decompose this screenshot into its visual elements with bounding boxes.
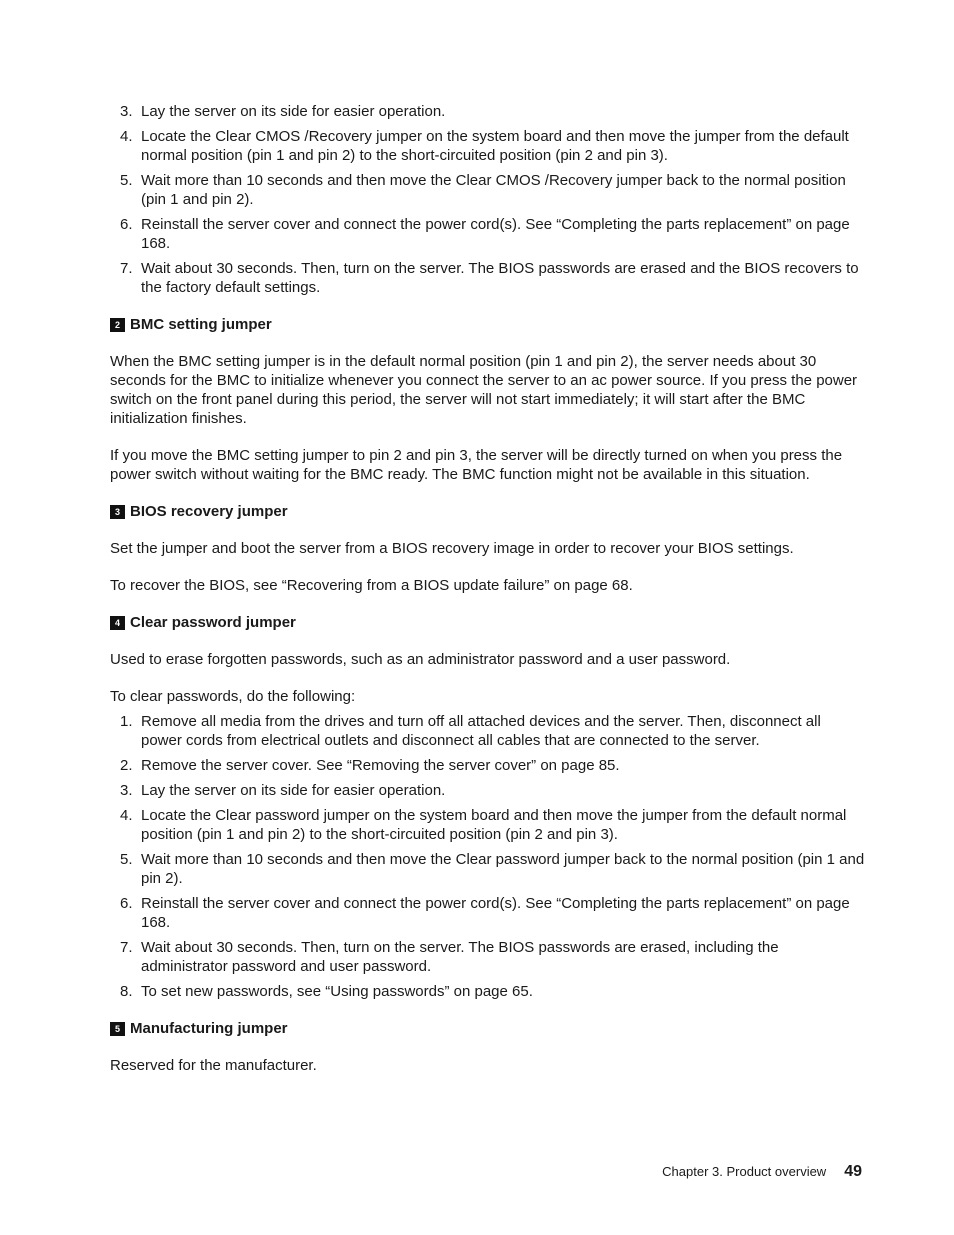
step-text: Wait about 30 seconds. Then, turn on the server. The BIOS passwords are erased and the BIOS recovers to the factory default settings. [141, 260, 859, 296]
step-text: To set new passwords, see “Using passwords” on page 65. [141, 983, 533, 1000]
step-number: 6. [120, 895, 133, 912]
steps-list-clear-password [110, 712, 865, 1001]
step-number: 5. [120, 851, 133, 868]
step-text: Wait about 30 seconds. Then, turn on the server. The BIOS passwords are erased, including the administrator password and user password. [141, 939, 779, 975]
step-text: Locate the Clear password jumper on the system board and then move the jumper from the default normal position (pin 1 and pin 2) to the short-circuited position (pin 2 and pin 3). [141, 807, 847, 843]
paragraph: If you move the BMC setting jumper to pin 2 and pin 3, the server will be directly turned on when you press the power switch without waiting for the BMC ready. The BMC function might not be available in this situation. [110, 447, 843, 483]
section-title: Manufacturing jumper [130, 1020, 288, 1037]
page-footer [662, 1162, 862, 1181]
list-item [110, 171, 865, 209]
paragraph: Set the jumper and boot the server from a BIOS recovery image in order to recover your BIOS settings. [110, 540, 794, 557]
step-number: 3. [120, 103, 133, 120]
step-text: Reinstall the server cover and connect the power cord(s). See “Completing the parts replacement” on page 168. [141, 895, 850, 931]
list-item [110, 259, 865, 297]
step-number: 8. [120, 983, 133, 1000]
callout-badge: 5 [110, 1022, 125, 1036]
list-item [110, 982, 865, 1001]
step-text: Remove all media from the drives and turn off all attached devices and the server. Then, disconnect all power cords from electrical outlets and disconnect all cables that are connected to the server. [141, 713, 821, 749]
steps-list-clear-cmos [110, 102, 865, 297]
step-number: 7. [120, 939, 133, 956]
step-number: 4. [120, 807, 133, 824]
list-item [110, 756, 865, 775]
section-title: BMC setting jumper [130, 316, 272, 333]
callout-badge: 4 [110, 616, 125, 630]
step-number: 4. [120, 128, 133, 145]
step-number: 7. [120, 260, 133, 277]
section-heading-bmc [110, 315, 865, 334]
list-item [110, 806, 865, 844]
step-number: 5. [120, 172, 133, 189]
step-number: 6. [120, 216, 133, 233]
footer-chapter: Chapter 3. Product overview [662, 1164, 827, 1179]
step-text: Locate the Clear CMOS /Recovery jumper on the system board and then move the jumper from the default normal position (pin 1 and pin 2) to the short-circuited position (pin 2 and pin 3). [141, 128, 849, 164]
step-text: Wait more than 10 seconds and then move the Clear CMOS /Recovery jumper back to the normal position (pin 1 and pin 2). [141, 172, 846, 208]
paragraph: Reserved for the manufacturer. [110, 1057, 317, 1074]
callout-badge: 3 [110, 505, 125, 519]
paragraph: When the BMC setting jumper is in the default normal position (pin 1 and pin 2), the server needs about 30 seconds for the BMC to initialize whenever you connect the server to an ac power source. If you press the power switch on the front panel during this period, the server will not start immediately; it will start after the BMC initialization finishes. [110, 353, 858, 427]
section-heading-clear-password [110, 613, 865, 632]
step-text: Reinstall the server cover and connect the power cord(s). See “Completing the parts replacement” on page 168. [141, 216, 850, 252]
step-text: Lay the server on its side for easier operation. [141, 782, 446, 799]
step-text: Lay the server on its side for easier operation. [141, 103, 446, 120]
section-title: Clear password jumper [130, 614, 296, 631]
section-heading-manufacturing [110, 1019, 865, 1038]
step-text: Wait more than 10 seconds and then move the Clear password jumper back to the normal position (pin 1 and pin 2). [141, 851, 865, 887]
list-item [110, 894, 865, 932]
section-heading-bios [110, 502, 865, 521]
paragraph: Used to erase forgotten passwords, such as an administrator password and a user password. [110, 651, 731, 668]
list-item [110, 850, 865, 888]
document-body [110, 102, 865, 1093]
list-item [110, 127, 865, 165]
paragraph: To clear passwords, do the following: [110, 688, 356, 705]
callout-badge: 2 [110, 318, 125, 332]
paragraph: To recover the BIOS, see “Recovering from a BIOS update failure” on page 68. [110, 577, 633, 594]
list-item [110, 215, 865, 253]
step-number: 3. [120, 782, 133, 799]
step-number: 2. [120, 757, 133, 774]
section-title: BIOS recovery jumper [130, 503, 288, 520]
list-item [110, 938, 865, 976]
list-item [110, 712, 865, 750]
list-item [110, 102, 865, 121]
step-text: Remove the server cover. See “Removing the server cover” on page 85. [141, 757, 620, 774]
step-number: 1. [120, 713, 133, 730]
page-number: 49 [844, 1163, 862, 1180]
list-item [110, 781, 865, 800]
